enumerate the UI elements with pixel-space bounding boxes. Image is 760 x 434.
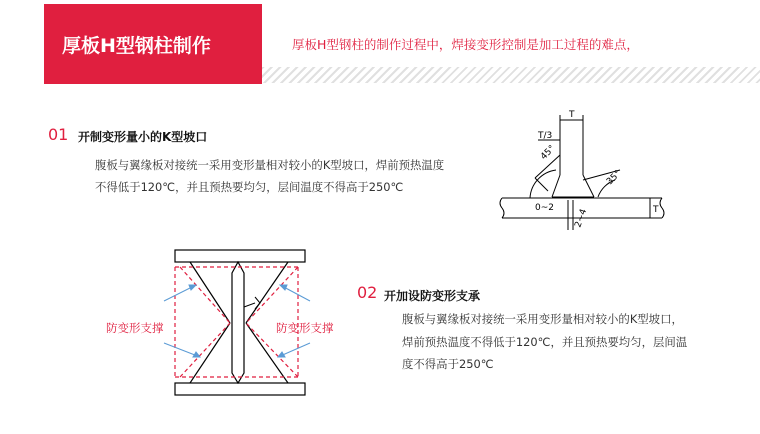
section1-line-1: 腹板与翼缘板对接统一采用变形量相对较小的K型坡口，焊前预热温度 [95,158,445,172]
label-t3: T/3 [538,131,553,141]
brace-label-left: 防变形支撑 [106,321,164,335]
section2-heading: 开加设防变形支承 [384,289,481,303]
label-45: 45° [539,143,558,163]
hatch-band [262,67,760,83]
k-groove-diagram [490,100,690,240]
section2-line-3: 度不得高于250℃ [402,357,494,371]
label-root: 2~4 [573,207,590,230]
section1-number: 01 [48,125,69,144]
label-t-right: T [653,205,659,215]
section2-line-1: 腹板与翼缘板对接统一采用变形量相对较小的K型坡口， [402,312,683,326]
label-gap: 0~2 [535,203,554,213]
page-title: 厚板H型钢柱制作 [62,35,211,57]
label-t: T [569,110,575,120]
section1-line-2: 不得低于120℃，并且预热要均匀，层间温度不得高于250℃ [95,180,404,194]
section2-line-2: 焊前预热温度不得低于120℃，并且预热要均匀，层间温 [402,335,688,349]
section1-heading: 开制变形量小的K型坡口 [78,130,208,144]
brace-label-right: 防变形支撑 [276,321,334,335]
page-subtitle: 厚板H型钢柱的制作过程中，焊接变形控制是加工过程的难点， [292,37,639,52]
section2-number: 02 [357,283,378,302]
label-35: 35° [605,168,624,188]
